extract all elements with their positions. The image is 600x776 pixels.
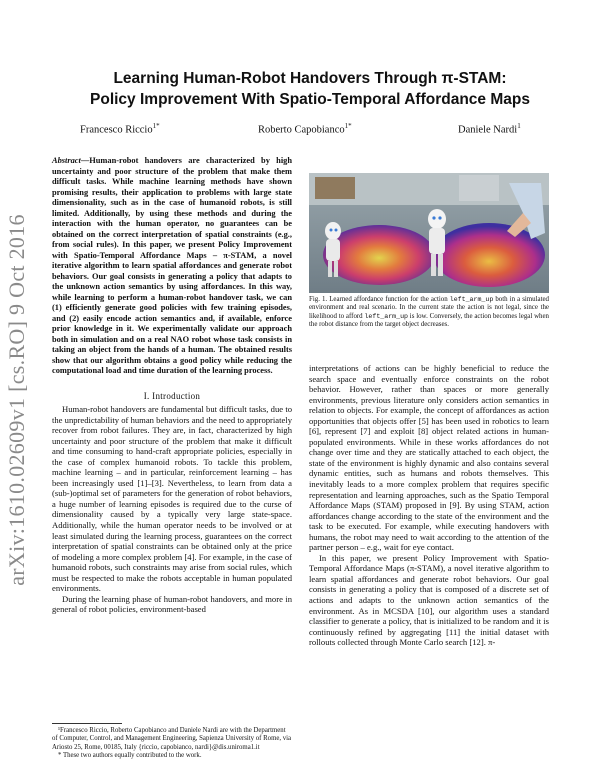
intro-paragraph-2: During the learning phase of human-robot handovers, and more in general of robot policies, environment-based xyxy=(52,593,292,615)
author-list xyxy=(40,122,580,138)
abstract-label: Abstract xyxy=(52,156,81,165)
abstract xyxy=(52,156,292,377)
title-line-1: Learning Human-Robot Handovers Through π-STAM: xyxy=(113,70,507,87)
right-column-body xyxy=(309,363,549,648)
author-name: Roberto Capobianco xyxy=(258,124,345,136)
caption-text-c: is low. Conversely, the action becomes legal when the robot distance from the target object decreases. xyxy=(309,312,550,328)
arxiv-stamp-text: arXiv:1610.02609v1 [cs.RO] 9 Oct 2016 xyxy=(4,214,29,586)
caption-code-2: left_arm_up xyxy=(364,312,408,320)
author-name: Francesco Riccio xyxy=(80,124,153,136)
caption-code-1: left_arm_up xyxy=(449,296,494,303)
affordance-map-illustration xyxy=(309,173,549,293)
caption-text-a: Fig. 1. Learned affordance function for the action xyxy=(309,296,450,303)
author-1 xyxy=(80,122,160,136)
scene-furniture xyxy=(315,177,355,199)
figure-1-caption xyxy=(309,296,549,329)
author-name: Daniele Nardi xyxy=(458,124,518,136)
footnotes xyxy=(52,727,292,760)
intro-paragraph-1: Human-robot handovers are fundamental but difficult tasks, due to the unpredictability of human behaviors and the need to appropriately recover from robot failures. They are, in fact, characterized by high uncertainty and poor structure of the problem that make it difficult and time consuming to hand-craft appropriate policies, especially in the case of complex humanoid robots. To tackle this problem, machine learning – and in particular, reinforcement learning – has been increasingly used [1]–[3]. Nevertheless, to learn from data a (sub-)optimal set of parameters for the generation of robot behaviors, a huge number of learning episodes is required due to the curse of dimensionality caused by a typically very large state-space. Additionally, while the human operator needs to be involved or at least simulated during the learning process, guarantees on the correct interpretation of spatial constraints can be obtained only at the price of modeling a more complex problem [4]. For example, in the case of humanoid robots, such constraints may arise from social rules, which must be respected to make the robots acceptable in human populated environments. xyxy=(52,404,292,594)
author-affiliation: 1 xyxy=(517,122,521,130)
title-line-2: Policy Improvement With Spatio-Temporal Affordance Maps xyxy=(90,91,530,108)
paper-title xyxy=(40,68,580,110)
author-affiliation: 1* xyxy=(344,122,352,130)
author-affiliation: 1* xyxy=(152,122,160,130)
right-paragraph-1: interpretations of actions can be highly beneficial to reduce the search space and eventually enforce constraints on the robot behavior. However, rather than spaces or more generally environments, previous literature only considers action semantics in relation to objects. For example, the concept of affordances as action opportunities that objects offer [5] has been used in robotics to learn [6], represent [7] and exploit [8] object related actions in human-populated environments. While in these works affordances do not change over time and they are statically attached to each object, the state of the environment is highly dynamic and also contains several dynamic entities, such as humans and robots themselves. This inevitably leads to a more complex problem that requires specific representation and learning approaches, such as the Spatio Temporal Affordance Maps (STAM) proposed in [9]. By using STAM, action affordances change according to the state of the environment and the task to be executed. For example, while executing handovers with humans, the robot may need to wait according to the attention of the partner person – e.g., wait for eye contact. xyxy=(309,363,549,553)
introduction-body xyxy=(52,404,292,615)
right-paragraph-2: In this paper, we present Policy Improvement with Spatio-Temporal Affordance Maps (π-STAM), a novel iterative algorithm to learn spatial affordances and generate robot behaviors. Our goal consists in generating a policy that is composed of a discrete set of actions and adapts to the unknown action semantics of the environment. As in MCSDA [10], our algorithm uses a standard classifier to generate a policy, that is initialized to be random and it is continuously refined by aggregating [11] the initial dataset with rollouts collected through Monte Carlo search [12]. π- xyxy=(309,552,549,648)
author-3 xyxy=(458,122,521,136)
caption-text-b: both in a simulated environment and real scenario. In the current state the action is not legal, since the likelihood to afford xyxy=(309,296,549,320)
affordance-heatmap-right xyxy=(433,223,545,287)
abstract-text: —Human-robot handovers are characterized by high uncertainty and poor structure of the problem that make them difficult tasks. While machine learning methods have shown promising results, their application to problems with large state dimensionality, such as in the case of humanoid robots, is still limited. Additionally, by using these methods and during the interaction with the human operator, no guarantees can be obtained on the correct interpretation of spatial constraints (e.g., from social rules). In this paper, we present Policy Improvement with Spatio-Temporal Affordance Maps – π-STAM, a novel iterative algorithm to learn spatial affordances and generate robot behaviors. Our goal consists in generating a policy that adapts to the unknown action semantics by using affordances. In this way, while learning to perform a human-robot handover task, we can (1) efficiently generate good policies with few training episodes, and (2) easily encode action semantics and, if available, enforce prior knowledge in it. We experimentally validate our approach both in simulation and on a real NAO robot whose task consists in taking an object from the hands of a human. The obtained results show that our algorithm obtains a good policy while reducing the computational load and time duration of the learning process. xyxy=(52,156,292,375)
footnote-equal-contribution: * These two authors equally contributed to the work. xyxy=(58,751,202,759)
arxiv-stamp xyxy=(4,0,30,776)
scene-window xyxy=(459,175,499,201)
figure-1-image xyxy=(309,173,549,293)
footnote-affiliation: ¹Francesco Riccio, Roberto Capobianco and Daniele Nardi are with the Department of Computer, Control, and Management Engineering, Sapienza University of Rome, via Ariosto 25, Rome, 00185, Italy {riccio, capobianco, nardi}@dis.uniroma1.it xyxy=(52,727,292,751)
author-2 xyxy=(258,122,352,136)
section-heading-introduction: I. Introduction xyxy=(143,391,201,401)
footnote-divider xyxy=(52,723,122,724)
